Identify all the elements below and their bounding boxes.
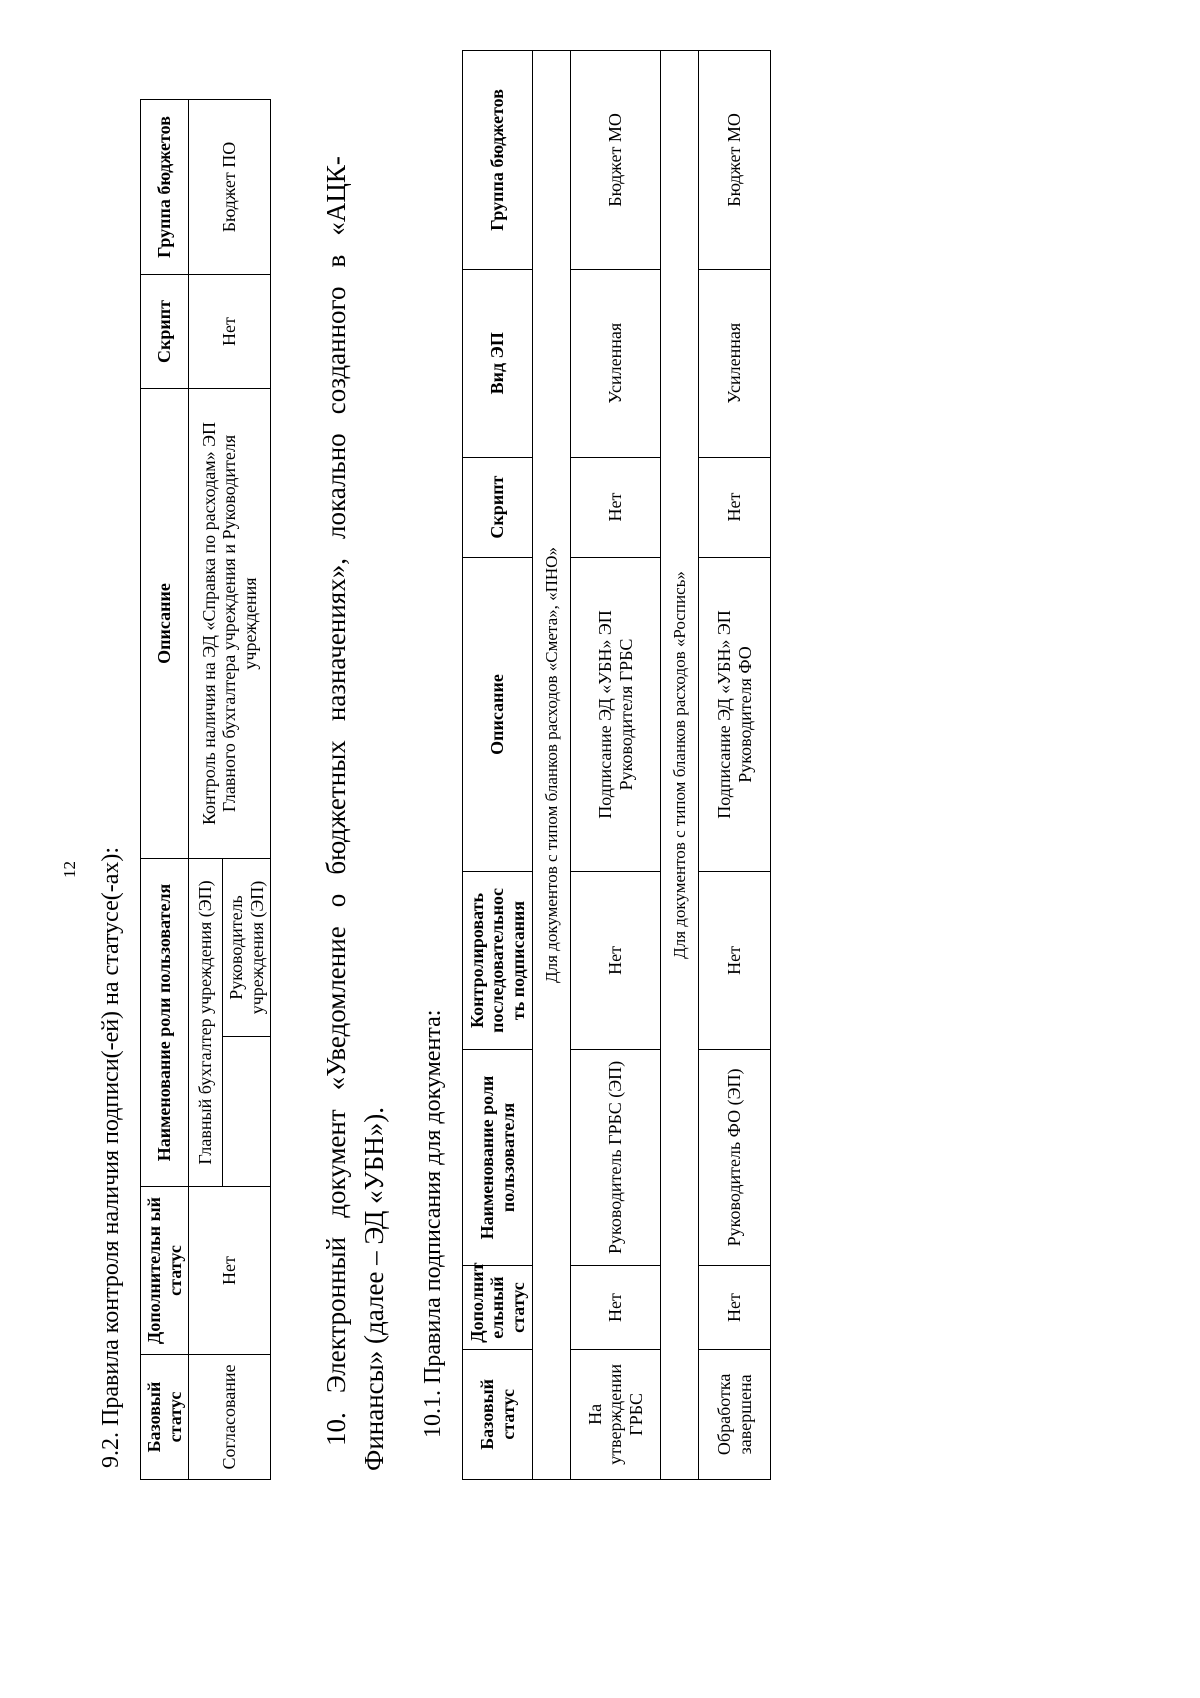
cell-script: Нет [699,457,771,557]
header-control-sequence: Контролировать последовательнос ть подписания [463,872,533,1049]
cell-base-status: Обработка завершена [699,1349,771,1479]
word: документ [321,1109,351,1218]
cell-base-status: Согласование [189,1355,271,1480]
header-description: Описание [463,557,533,872]
header-description: Описание [141,389,189,859]
cell-sign-type: Усиленная [699,269,771,457]
header-base-status: Базовый статус [141,1355,189,1480]
cell-budget-group: Бюджет ПО [189,100,271,275]
cell-role: Руководитель ГРБС (ЭП) [571,1049,661,1266]
group-title: Для документов с типом бланков расходов «Роспись» [661,51,699,1480]
header-role: Наименование роли пользователя [141,859,189,1187]
header-extra-status: Дополнит ельный статус [463,1266,533,1349]
cell-budget-group: Бюджет МО [699,51,771,270]
cell-role-1: Главный бухгалтер учреждения (ЭП) [189,859,223,1187]
header-sign-type: Вид ЭП [463,269,533,457]
group-title: Для документов с типом бланков расходов «Смета», «ПНО» [533,51,571,1480]
word: созданного [321,286,351,415]
cell-budget-group: Бюджет МО [571,51,661,270]
section-10-paragraph [318,156,394,1471]
page-number: 12 [60,861,79,878]
cell-description: Подписание ЭД «УБН» ЭП Руководителя ФО [699,557,771,872]
cell-base-status: На утверждении ГРБС [571,1349,661,1479]
cell-script: Нет [571,457,661,557]
header-extra-status: Дополнительн ый статус [141,1187,189,1355]
section-10-line-2: Финансы» (далее – ЭД «УБН»). [358,1106,389,1471]
word: 10. [321,1412,351,1446]
cell-role: Руководитель ФО (ЭП) [699,1049,771,1266]
signing-rules-table [462,50,771,1480]
header-base-status: Базовый статус [463,1349,533,1479]
word: в [321,254,351,268]
cell-role-2: Руководитель учреждения (ЭП) [223,859,271,1037]
cell-sign-type: Усиленная [571,269,661,457]
header-role: Наименование роли пользователя [463,1049,533,1266]
cell-extra-status: Нет [189,1187,271,1355]
word: локально [321,433,351,539]
section-10-1-heading: 10.1. Правила подписания для документа: [420,1009,446,1438]
cell-description: Контроль наличия на ЭД «Справка по расходам» ЭП Главного бухгалтера учреждения и Руководителя учреждения [189,389,271,859]
cell-script: Нет [189,275,271,389]
word: «АЦК- [321,156,351,236]
signature-control-table [140,99,271,1480]
word: «Уведомление [321,926,351,1091]
word: Электронный [321,1236,351,1394]
section-10-line-1 [318,156,356,1446]
header-budget-group: Группа бюджетов [463,51,533,270]
section-9-2-heading: 9.2. Правила контроля наличия подписи(-ей) на статусе(-ах): [98,846,124,1468]
header-script: Скрипт [141,275,189,389]
cell-control-sequence: Нет [571,872,661,1049]
cell-extra-status: Нет [699,1266,771,1349]
word: бюджетных [321,740,351,875]
header-budget-group: Группа бюджетов [141,100,189,275]
cell-control-sequence: Нет [699,872,771,1049]
word: о [321,893,351,908]
cell-description: Подписание ЭД «УБН» ЭП Руководителя ГРБС [571,557,661,872]
word: назначениях», [321,558,351,722]
cell-extra-status: Нет [571,1266,661,1349]
header-script: Скрипт [463,457,533,557]
